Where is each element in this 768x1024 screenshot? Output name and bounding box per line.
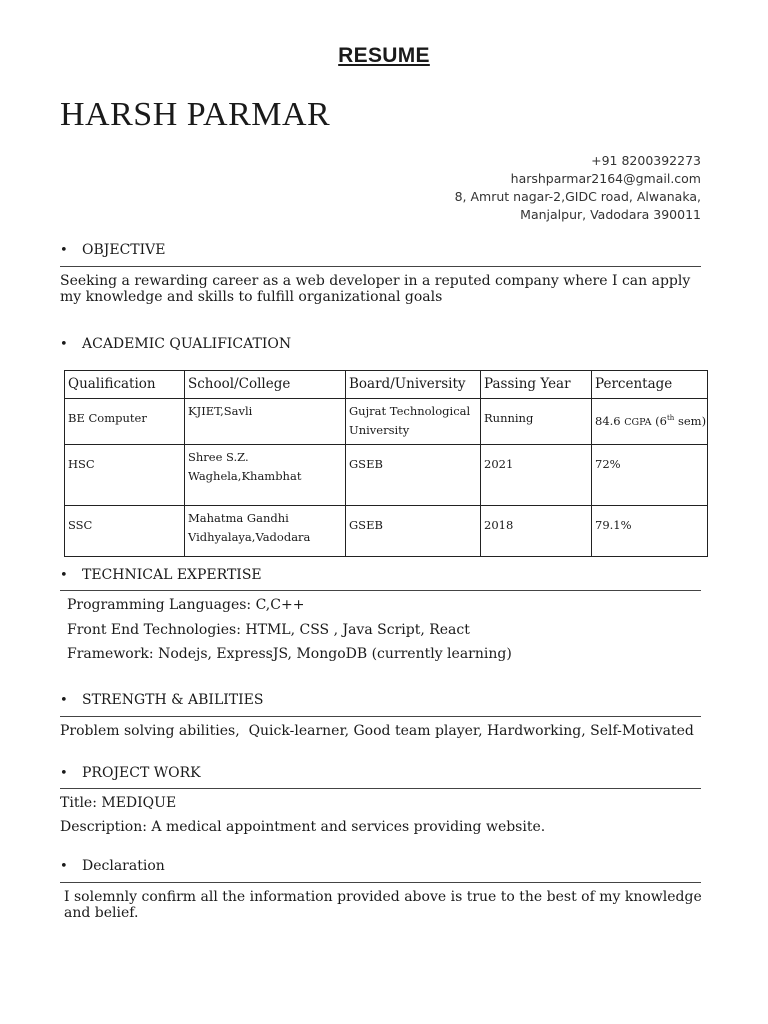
column-header: Qualification (65, 371, 185, 399)
percentage-unit: CGPA (624, 416, 652, 428)
bullet-icon: • (60, 693, 68, 708)
cell-percentage: 72% (592, 445, 708, 506)
bullet-icon: • (60, 243, 68, 258)
academic-heading-label: ACADEMIC QUALIFICATION (82, 336, 292, 352)
project-heading (60, 765, 201, 781)
cell-school: Shree S.Z. Waghela,Khambhat (185, 445, 346, 506)
table-row (65, 399, 708, 445)
cell-board: GSEB (346, 445, 481, 506)
cell-percentage: 79.1% (592, 506, 708, 557)
objective-text: Seeking a rewarding career as a web developer in a reputed company where I can apply my knowledge and skills to fulfill organizational goals (60, 273, 691, 305)
contact-address-line1: 8, Amrut nagar-2,GIDC road, Alwanaka, (454, 189, 701, 204)
cell-qualification: HSC (65, 445, 185, 506)
table-row (65, 445, 708, 506)
bullet-icon: • (60, 568, 68, 583)
cell-year: 2021 (481, 445, 592, 506)
column-header: School/College (185, 371, 346, 399)
percentage-value: 84.6 (595, 413, 621, 428)
contact-email: harshparmar2164@gmail.com (510, 171, 701, 186)
table-header-row (65, 371, 708, 399)
semester-note: (6 (655, 413, 667, 428)
section-divider (60, 788, 701, 789)
objective-heading (60, 242, 166, 258)
table-row (65, 506, 708, 557)
cell-percentage (592, 399, 708, 445)
declaration-text: I solemnly confirm all the information provided above is true to the best of my knowledge and belief. (64, 889, 702, 921)
cell-school: KJIET,Savli (185, 399, 346, 445)
cell-board: GSEB (346, 506, 481, 557)
technical-heading (60, 567, 262, 583)
project-description: Description: A medical appointment and services providing website. (60, 819, 546, 835)
objective-heading-label: OBJECTIVE (82, 242, 166, 258)
cell-qualification: BE Computer (65, 399, 185, 445)
contact-address-line2: Manjalpur, Vadodara 390011 (520, 207, 701, 222)
section-divider (60, 716, 701, 717)
strengths-heading-label: STRENGTH & ABILITIES (82, 692, 264, 708)
project-heading-label: PROJECT WORK (82, 765, 201, 781)
section-divider (60, 266, 701, 267)
project-title: Title: MEDIQUE (60, 795, 177, 811)
column-header: Passing Year (481, 371, 592, 399)
cell-school: Mahatma Gandhi Vidhyalaya,Vadodara (185, 506, 346, 557)
contact-block (455, 152, 701, 224)
cell-year: Running (481, 399, 592, 445)
bullet-icon: • (60, 766, 68, 781)
declaration-heading-label: Declaration (82, 858, 165, 874)
strengths-heading (60, 692, 263, 708)
cell-year: 2018 (481, 506, 592, 557)
bullet-icon: • (60, 337, 68, 352)
technical-heading-label: TECHNICAL EXPERTISE (82, 567, 262, 583)
section-divider (60, 882, 701, 883)
academic-heading (60, 336, 291, 352)
tech-line: Front End Technologies: HTML, CSS , Java Script, React (67, 622, 470, 638)
tech-line: Programming Languages: C,C++ (67, 597, 305, 613)
strengths-text: Problem solving abilities, Quick-learner, Good team player, Hardworking, Self-Motivated (60, 723, 694, 739)
cell-qualification: SSC (65, 506, 185, 557)
qualification-table (64, 370, 708, 557)
contact-phone: +91 8200392273 (591, 153, 701, 168)
section-divider (60, 590, 701, 591)
tech-line: Framework: Nodejs, ExpressJS, MongoDB (currently learning) (67, 646, 512, 662)
bullet-icon: • (60, 859, 68, 874)
candidate-name: HARSH PARMAR (60, 96, 331, 133)
semester-note-sup: th (666, 414, 675, 422)
column-header: Board/University (346, 371, 481, 399)
declaration-heading (60, 858, 165, 874)
column-header: Percentage (592, 371, 708, 399)
cell-board: Gujrat Technological University (346, 399, 481, 445)
document-title: RESUME (338, 44, 430, 67)
semester-note-close: sem) (674, 413, 707, 428)
